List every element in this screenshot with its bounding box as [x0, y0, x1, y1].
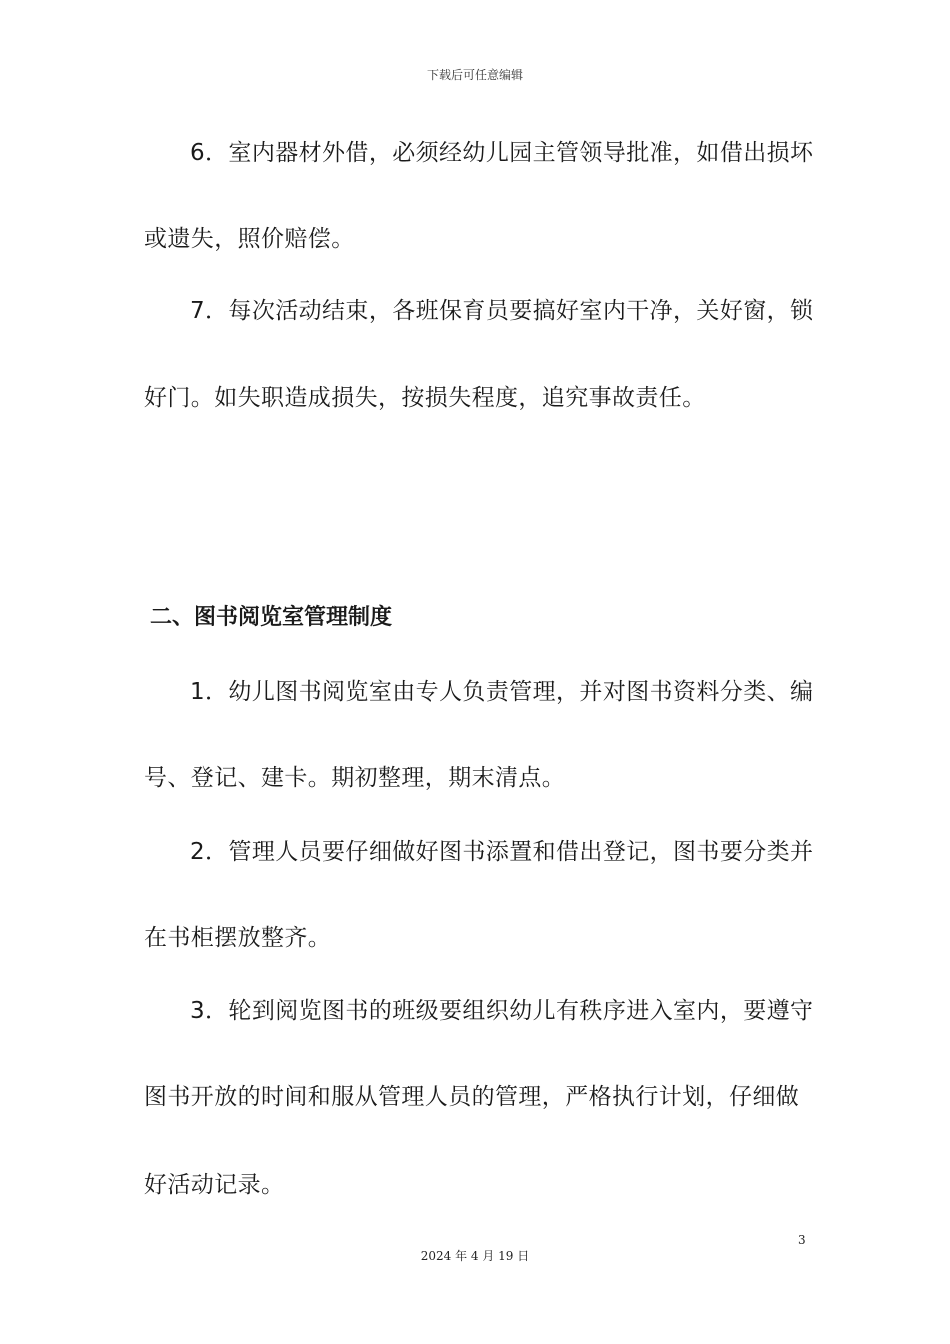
library-rule-2-line-2: 在书柜摆放整齐。	[144, 925, 332, 951]
library-rule-3-line-1: 3．轮到阅览图书的班级要组织幼儿有秩序进入室内，要遵守	[190, 998, 814, 1024]
library-rule-1-line-2: 号、登记、建卡。期初整理，期末清点。	[144, 765, 566, 791]
rule-7-line-1: 7．每次活动结束，各班保育员要搞好室内干净，关好窗，锁	[190, 298, 814, 324]
library-rule-1-line-1: 1．幼儿图书阅览室由专人负责管理，并对图书资料分类、编	[190, 679, 814, 705]
library-rule-2-line-1: 2．管理人员要仔细做好图书添置和借出登记，图书要分类并	[190, 839, 814, 865]
library-rule-3-line-3: 好活动记录。	[144, 1172, 285, 1198]
section-heading: 二、图书阅览室管理制度	[150, 605, 393, 630]
rule-7-line-2: 好门。如失职造成损失，按损失程度，追究事故责任。	[144, 385, 706, 411]
library-rule-3-line-2: 图书开放的时间和服从管理人员的管理，严格执行计划，仔细做	[144, 1084, 800, 1110]
page-header-note: 下载后可任意编辑	[426, 68, 523, 82]
rule-6-line-2: 或遗失，照价赔偿。	[144, 226, 355, 252]
rule-6-line-1: 6．室内器材外借，必须经幼儿园主管领导批准，如借出损坏	[190, 140, 814, 166]
page-number: 3	[798, 1233, 806, 1247]
footer-date: 2024 年 4 月 19 日	[420, 1249, 530, 1263]
